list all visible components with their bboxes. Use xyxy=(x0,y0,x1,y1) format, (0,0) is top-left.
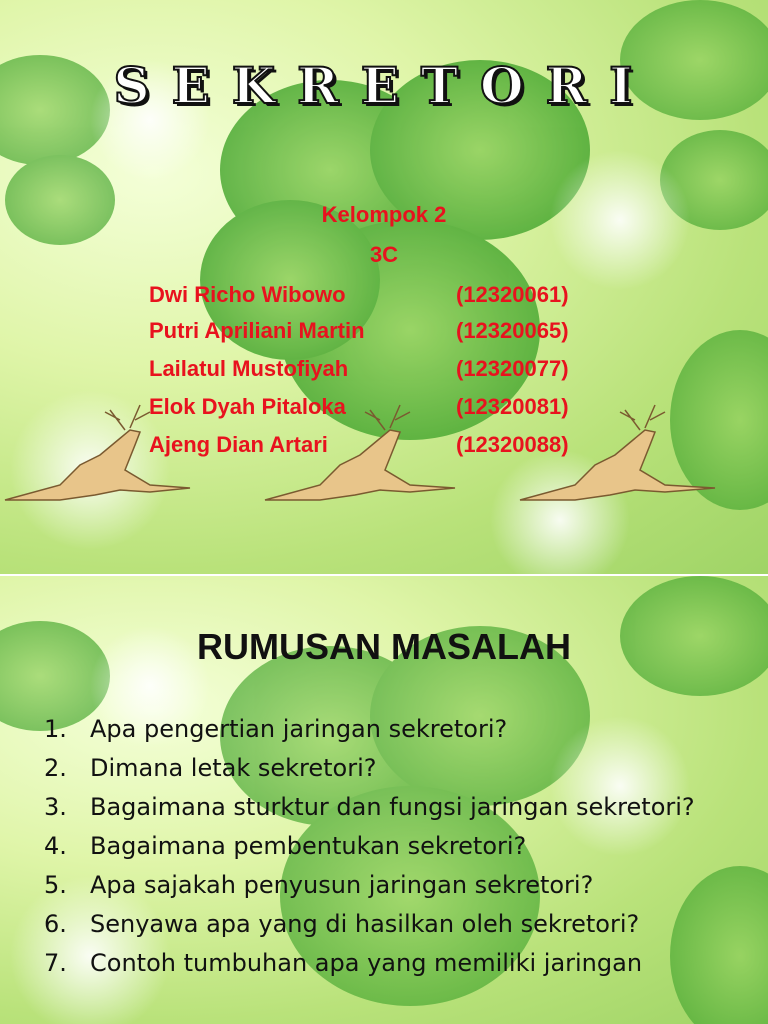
list-item xyxy=(44,712,724,746)
list-number: 6. xyxy=(44,910,67,938)
member-name: Dwi Richo Wibowo xyxy=(149,282,346,307)
question-text: Apa pengertian jaringan sekretori? xyxy=(90,715,508,743)
member-id: (12320061) xyxy=(456,282,569,307)
member-name: Putri Apriliani Martin xyxy=(149,318,365,343)
list-item xyxy=(44,829,724,863)
list-number: 4. xyxy=(44,832,67,860)
question-text: Dimana letak sekretori? xyxy=(90,754,377,782)
member-name: Lailatul Mustofiyah xyxy=(149,356,349,381)
member-name: Elok Dyah Pitaloka xyxy=(149,394,346,419)
list-item xyxy=(44,946,724,980)
group-label: Kelompok 2 xyxy=(321,202,447,227)
list-item xyxy=(44,751,724,785)
member-id: (12320077) xyxy=(456,356,569,381)
question-text: Senyawa apa yang di hasilkan oleh sekretori? xyxy=(90,910,640,938)
question-text: Apa sajakah penyusun jaringan sekretori? xyxy=(90,871,594,899)
list-item xyxy=(44,907,724,941)
list-number: 5. xyxy=(44,871,67,899)
question-text: Bagaimana pembentukan sekretori? xyxy=(90,832,527,860)
slide-title: RUMUSAN MASALAH xyxy=(197,626,571,667)
list-number: 2. xyxy=(44,754,67,782)
question-list xyxy=(44,712,724,985)
class-label: 3C xyxy=(369,242,399,267)
list-number: 7. xyxy=(44,949,67,977)
question-text: Bagaimana sturktur dan fungsi jaringan sekretori? xyxy=(90,793,695,821)
list-item xyxy=(44,868,724,902)
slide-title: SEKRETORI xyxy=(113,56,655,115)
member-name: Ajeng Dian Artari xyxy=(149,432,328,457)
list-item xyxy=(44,790,724,824)
member-id: (12320065) xyxy=(456,318,569,343)
list-number: 1. xyxy=(44,715,67,743)
member-id: (12320088) xyxy=(456,432,569,457)
list-number: 3. xyxy=(44,793,67,821)
question-text: Contoh tumbuhan apa yang memiliki jaringan xyxy=(90,949,643,977)
member-id: (12320081) xyxy=(456,394,569,419)
